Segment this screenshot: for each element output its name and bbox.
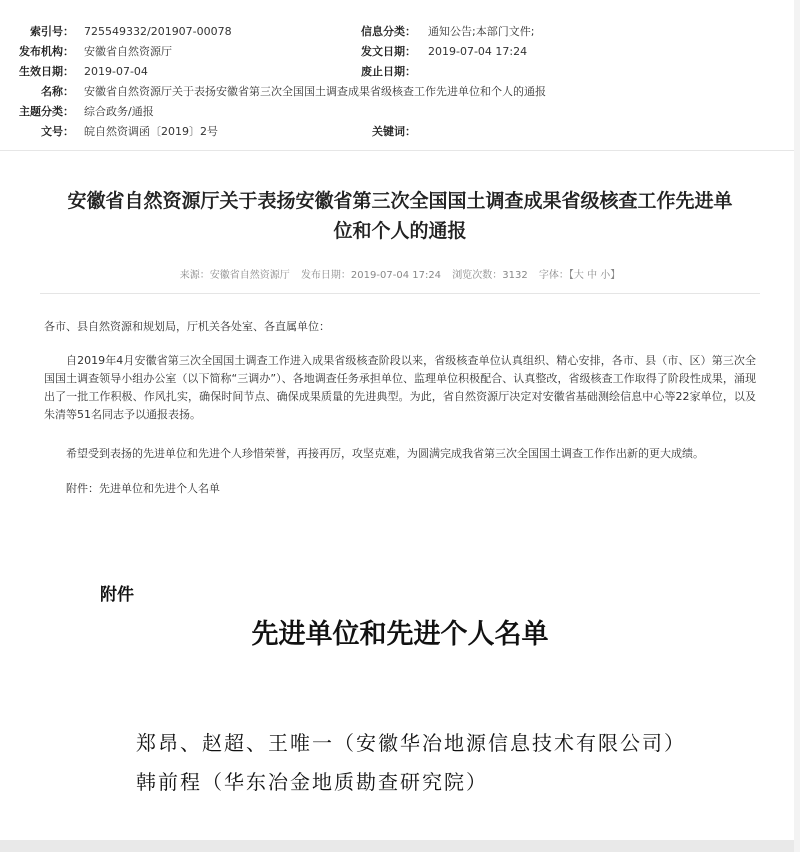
- meta-value-index: 725549332/201907-00078: [84, 25, 232, 38]
- article-info-bar: [0, 266, 800, 281]
- meta-label-effective-date: 生效日期：: [19, 65, 74, 78]
- article-source: 来源：安徽省自然资源厅: [179, 270, 290, 281]
- article-title-line: 位和个人的通报: [333, 220, 467, 242]
- meta-row: [0, 62, 800, 82]
- divider: [40, 293, 760, 294]
- meta-row: [0, 82, 800, 102]
- meta-label-category: 信息分类：: [361, 25, 416, 38]
- meta-value-category: 通知公告;本部门文件;: [428, 25, 535, 38]
- salutation: 各市、县自然资源和规划局，厅机关各处室、各直属单位：: [44, 320, 330, 333]
- meta-value-topic: 综合政务/通报: [84, 105, 154, 118]
- attachment-note: 附件：先进单位和先进个人名单: [66, 482, 220, 495]
- closing-paragraph: 希望受到表扬的先进单位和先进个人珍惜荣誉，再接再厉，攻坚克难，为圆满完成我省第三次全国国土调查工作作出新的更大成绩。: [66, 447, 704, 460]
- meta-label-publisher: 发布机构：: [19, 45, 74, 58]
- meta-label-topic: 主题分类：: [19, 105, 74, 118]
- meta-value-issue-date: 2019-07-04 17:24: [428, 45, 528, 58]
- meta-value-effective-date: 2019-07-04: [84, 65, 148, 78]
- metadata-table: [0, 0, 800, 151]
- right-scroll-edge: [794, 0, 800, 852]
- meta-row: [0, 102, 800, 122]
- bottom-scroll-edge: [0, 840, 800, 852]
- attachment-list-line: 郑昂、赵超、王唯一（安徽华冶地源信息技术有限公司）: [136, 731, 686, 755]
- article-title-line: 安徽省自然资源厅关于表扬安徽省第三次全国国土调查成果省级核查工作先进单: [67, 190, 733, 212]
- meta-label-keywords: 关键词：: [372, 125, 416, 138]
- meta-row: [0, 22, 800, 42]
- body-paragraph: 自2019年4月安徽省第三次全国国土调查工作进入成果省级核查阶段以来，省级核查单位认真组织、精心安排，各市、县（市、区）第三次全国国土调查领导小组办公室（以下简称“三调办”）、各地调查任务承担单位、监理单位积极配合、认真整改，省级核查工作取得了阶段性成果，涌现出了一批工作积极、作风扎实，确保时间节点、确保成果质量的先进典型。为此，省自然资源厅决定对安徽省基础测绘信息中心等22家单位，以及朱清等51名同志予以通报表扬。: [44, 354, 756, 421]
- font-size-switcher[interactable]: 字体：【大 中 小】: [538, 270, 621, 281]
- meta-label-issue-date: 发文日期：: [361, 45, 416, 58]
- article-publish-date: 发布日期：2019-07-04 17:24: [300, 270, 442, 281]
- article-title: [30, 186, 770, 246]
- meta-row: [0, 42, 800, 62]
- meta-row: [0, 122, 800, 142]
- meta-label-doc-number: 文号：: [41, 125, 74, 138]
- meta-value-name: 安徽省自然资源厅关于表扬安徽省第三次全国国土调查成果省级核查工作先进单位和个人的通报: [84, 85, 546, 98]
- meta-value-publisher: 安徽省自然资源厅: [84, 45, 172, 58]
- attachment-list-line: 韩前程（华东冶金地质勘查研究院）: [136, 770, 488, 794]
- meta-label-name: 名称：: [41, 85, 74, 98]
- attachment-heading: 附件: [100, 585, 134, 605]
- attachment-title: 先进单位和先进个人名单: [251, 619, 549, 650]
- meta-value-doc-number: 皖自然资调函〔2019〕2号: [84, 125, 218, 138]
- meta-label-expiry-date: 废止日期：: [361, 65, 416, 78]
- meta-label-index: 索引号：: [30, 25, 74, 38]
- article-view-count: 浏览次数：3132: [452, 270, 528, 281]
